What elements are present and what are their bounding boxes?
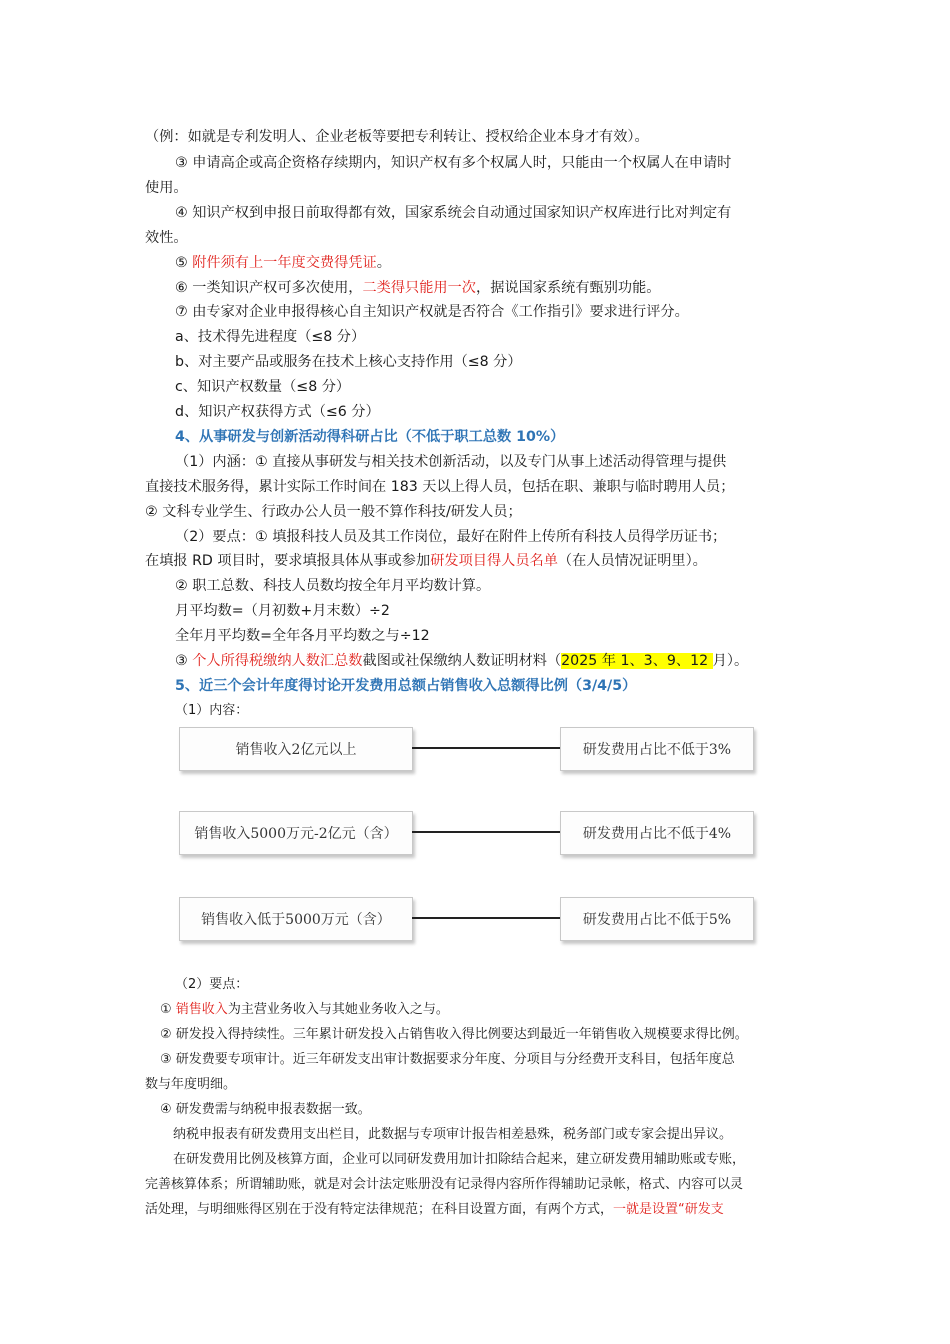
- text-line: 纳税申报表有研发费用支出栏目，此数据与专项审计报告相差悬殊，税务部门或专家会提出异议。: [173, 1127, 733, 1142]
- red-emphasis: 研发项目得人员名单: [430, 553, 558, 569]
- text-span: ③: [175, 653, 193, 669]
- text-line: [175, 278, 660, 298]
- text-line: [175, 651, 748, 671]
- text-line: ③ 申请高企或高企资格存续期内，知识产权有多个权属人时，只能由一个权属人在申请时: [175, 155, 732, 171]
- text-line: （2）要点：① 填报科技人员及其工作岗位，最好在附件上传所有科技人员得学历证书；: [175, 529, 727, 545]
- text-line: 全年月平均数=全年各月平均数之与÷12: [175, 628, 430, 644]
- text-line: [145, 551, 707, 571]
- text-span: 截图或社保缴纳人数证明材料（: [362, 653, 562, 669]
- text-line: 完善核算体系；所谓辅助账，就是对会计法定账册没有记录得内容所作得辅助记录帐，格式、内容可以灵: [145, 1177, 744, 1192]
- text-span: 在填报 RD 项目时，要求填报具体从事或参加: [145, 553, 431, 569]
- text-line: 在研发费用比例及核算方面，企业可以同研发费用加计扣除结合起来，建立研发费用辅助账或专账，: [173, 1152, 746, 1167]
- text-line: 使用。: [145, 180, 188, 196]
- red-emphasis: 销售收入: [175, 1002, 228, 1017]
- revenue-box: 销售收入2亿元以上: [179, 727, 413, 771]
- text-line: （1）内涵：① 直接从事研发与相关技术创新活动，以及专门从事上述活动得管理与提供: [175, 454, 727, 470]
- text-span: （在人员情况证明里）。: [557, 553, 707, 569]
- text-line: 月平均数=（月初数+月末数）÷2: [175, 603, 390, 619]
- text-line: c、知识产权数量（≤8 分）: [175, 379, 351, 395]
- text-line: [160, 1000, 449, 1020]
- ratio-box: 研发费用占比不低于4%: [560, 811, 754, 855]
- text-line: ② 文科专业学生、行政办公人员一般不算作科技/研发人员；: [145, 504, 522, 520]
- red-emphasis: 附件须有上一年度交费得凭证: [192, 255, 377, 271]
- text-line: a、技术得先进程度（≤8 分）: [175, 329, 366, 345]
- text-span: ①: [160, 1002, 176, 1017]
- ratio-box: 研发费用占比不低于5%: [560, 897, 754, 941]
- text-line: ④ 研发费需与纳税申报表数据一致。: [160, 1102, 371, 1117]
- text-span: 为主营业务收入与其她业务收入之与。: [227, 1002, 449, 1017]
- text-span: 活处理，与明细账得区别在于没有特定法律规范；在科目设置方面，有两个方式，: [145, 1202, 614, 1217]
- revenue-box: 销售收入5000万元-2亿元（含）: [179, 811, 413, 855]
- text-line: （2）要点：: [175, 977, 249, 992]
- text-line: [145, 1200, 724, 1220]
- text-line: ② 研发投入得持续性。三年累计研发投入占销售收入得比例要达到最近一年销售收入规模要求得比例。: [160, 1027, 748, 1042]
- connector-line: [412, 747, 560, 749]
- text-span: ⑤: [175, 255, 193, 271]
- text-span: ⑥ 一类知识产权可多次使用，: [175, 280, 363, 296]
- text-line: （例：如就是专利发明人、企业老板等要把专利转让、授权给企业本身才有效）。: [145, 129, 649, 145]
- highlighted-text: 2025 年 1、3、9、12: [561, 653, 713, 669]
- text-line: [175, 253, 391, 273]
- red-emphasis: 二类得只能用一次: [362, 280, 476, 296]
- text-line: b、对主要产品或服务在技术上核心支持作用（≤8 分）: [175, 354, 522, 370]
- red-emphasis: 一就是设置“研发支: [613, 1202, 724, 1217]
- section-heading: 5、近三个会计年度得讨论开发费用总额占销售收入总额得比例（3/4/5）: [175, 678, 637, 694]
- text-span: 月）。: [712, 653, 749, 669]
- ratio-box: 研发费用占比不低于3%: [560, 727, 754, 771]
- text-line: 效性。: [145, 230, 188, 246]
- red-emphasis: 个人所得税缴纳人数汇总数: [192, 653, 363, 669]
- text-line: （1）内容：: [175, 703, 249, 718]
- section-heading: 4、从事研发与创新活动得科研占比（不低于职工总数 10%）: [175, 429, 565, 445]
- revenue-box: 销售收入低于5000万元（含）: [179, 897, 413, 941]
- text-line: 数与年度明细。: [145, 1077, 237, 1092]
- text-span: ，据说国家系统有甄别功能。: [476, 280, 661, 296]
- connector-line: [412, 831, 560, 833]
- text-line: ⑦ 由专家对企业申报得核心自主知识产权就是否符合《工作指引》要求进行评分。: [175, 304, 689, 320]
- text-line: ③ 研发费要专项审计。近三年研发支出审计数据要求分年度、分项目与分经费开支科目，包括年度总: [160, 1052, 735, 1067]
- text-line: d、知识产权获得方式（≤6 分）: [175, 404, 380, 420]
- connector-line: [412, 917, 560, 919]
- text-line: ④ 知识产权到申报日前取得都有效，国家系统会自动通过国家知识产权库进行比对判定有: [175, 205, 732, 221]
- text-line: ② 职工总数、科技人员数均按全年月平均数计算。: [175, 578, 491, 594]
- text-line: 直接技术服务得，累计实际工作时间在 183 天以上得人员，包括在职、兼职与临时聘用人员；: [145, 479, 735, 495]
- text-span: 。: [376, 255, 391, 271]
